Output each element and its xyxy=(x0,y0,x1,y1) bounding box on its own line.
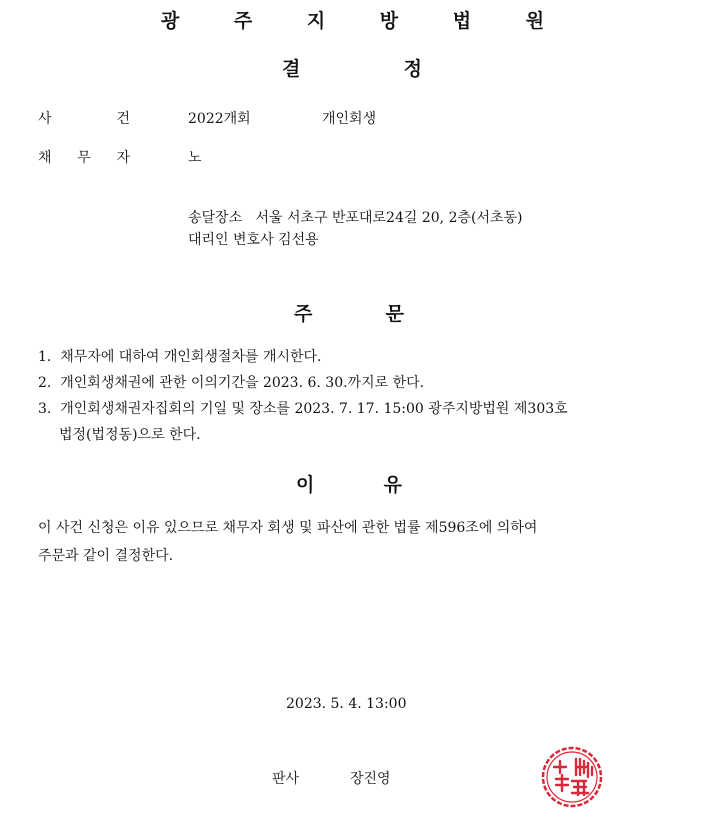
debtor-label-char-2: 무 xyxy=(77,150,91,166)
document-title-char-1: 결 xyxy=(282,58,301,80)
case-label-char-2: 건 xyxy=(116,111,130,127)
court-name: 광 주 지 방 법 원 xyxy=(160,10,569,32)
delivery-agent: 대리인 변호사 김선용 xyxy=(188,232,319,248)
order-item-1: 1. 채무자에 대하여 개인회생절차를 개시한다. xyxy=(38,349,322,365)
judge-title: 판사 xyxy=(272,771,300,787)
delivery-address: 송달장소 서울 서초구 반포대로24길 20, 2층(서초동) xyxy=(188,210,523,226)
order-heading-char-2: 문 xyxy=(385,303,404,325)
case-label xyxy=(38,108,130,128)
debtor-label-char-3: 자 xyxy=(116,150,130,166)
document-title xyxy=(282,54,422,81)
document-title-char-2: 정 xyxy=(403,58,422,80)
debtor-label-char-1: 채 xyxy=(38,150,52,166)
order-item-3: 3. 개인회생채권자집회의 기일 및 장소를 2023. 7. 17. 15:00 광주지방법원 제303호 xyxy=(38,401,568,417)
order-item-3-continued: 법정(법정동)으로 한다. xyxy=(59,427,201,443)
reason-heading xyxy=(296,470,402,497)
order-heading-char-1: 주 xyxy=(294,303,313,325)
decision-date: 2023. 5. 4. 13:00 xyxy=(286,696,407,712)
order-heading xyxy=(294,299,404,326)
debtor-name: 노 xyxy=(188,150,202,166)
debtor-label xyxy=(38,147,130,167)
reason-line-2: 주문과 같이 결정한다. xyxy=(38,548,174,564)
judge-seal-icon xyxy=(540,745,604,809)
reason-heading-char-2: 유 xyxy=(383,474,402,496)
order-item-2: 2. 개인회생채권에 관한 이의기간을 2023. 6. 30.까지로 한다. xyxy=(38,375,425,391)
case-type: 개인회생 xyxy=(322,111,377,127)
judge-name: 장진영 xyxy=(350,771,391,787)
reason-heading-char-1: 이 xyxy=(296,474,315,496)
reason-line-1: 이 사건 신청은 이유 있으므로 채무자 회생 및 파산에 관한 법률 제596조에 의하여 xyxy=(38,520,538,536)
case-label-char-1: 사 xyxy=(38,111,52,127)
case-number: 2022개회 xyxy=(188,111,251,127)
